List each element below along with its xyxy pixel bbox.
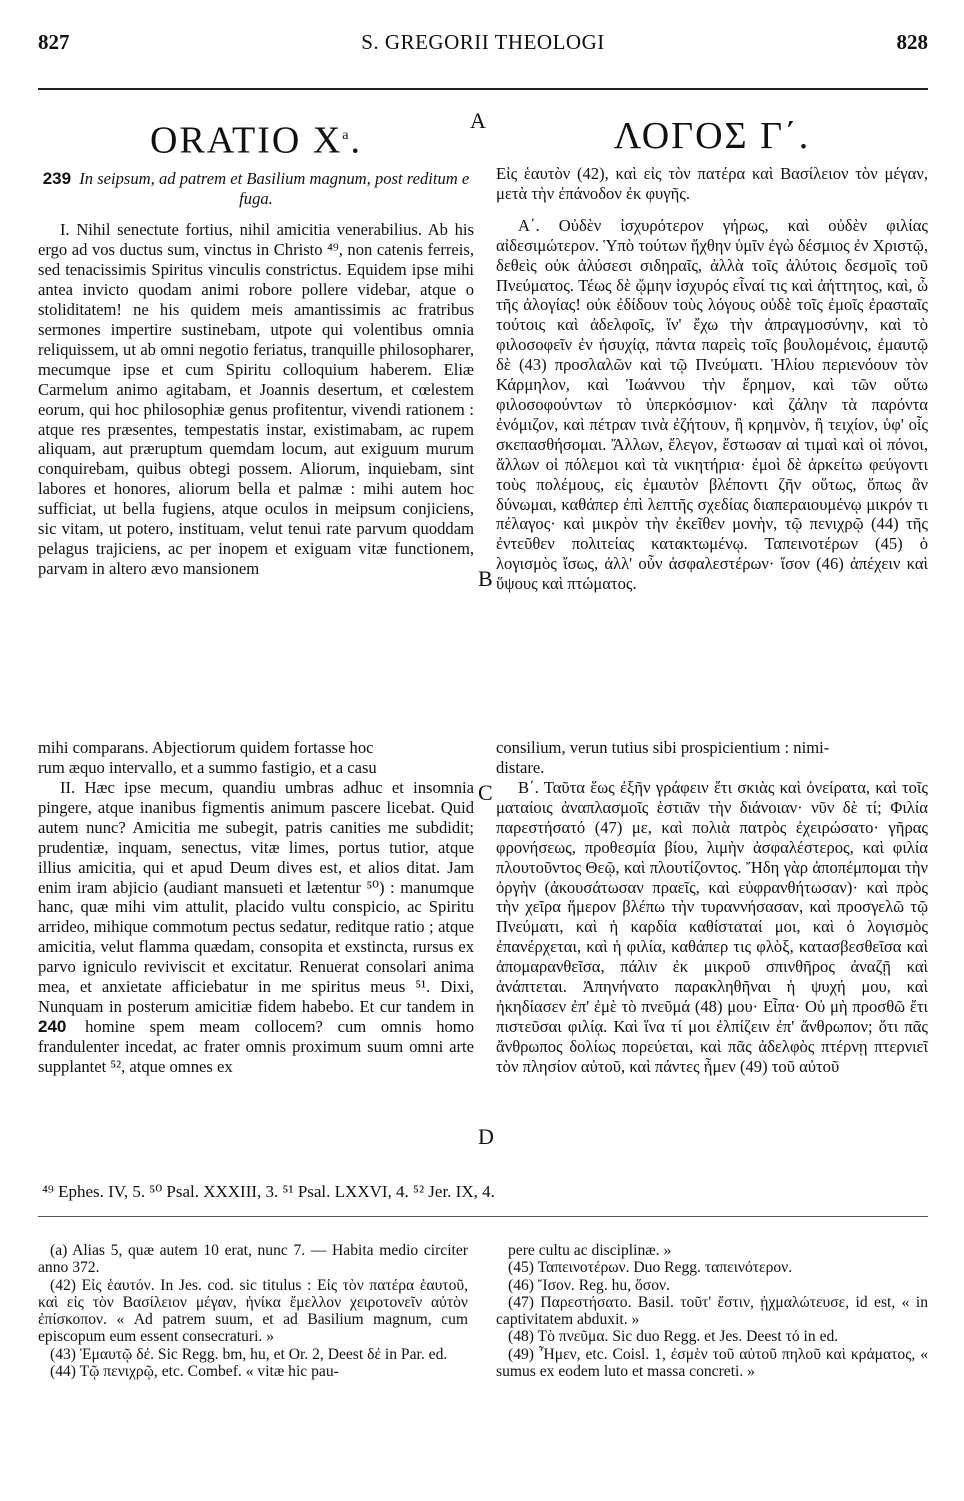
latin-subtitle: 239 In seipsum, ad patrem et Basilium magnum, post reditum e fuga.: [42, 168, 470, 208]
note: (48) Τὸ πνεῦμα. Sic duo Regg. et Jes. Deest τό in ed.: [508, 1328, 839, 1346]
greek-column-top: [496, 114, 928, 594]
footnote-rule: [38, 1216, 928, 1217]
latin-column-top: [38, 114, 474, 579]
page-number-right: 828: [896, 30, 928, 54]
page: 827 S. GREGORII THEOLOGI 828 A B C D ORATIO $X^a$. 239 In seipsum, ad patrem et Basilium magnum, post reditum e fuga. I. Nihil senectute fortius, nihil amicitia venerabilius. Ab his ergo ad vos ductus sum, vinctus in Christo ⁴⁹, non catenis ferreis, sed tenacissimis Spiritus vinculis constrictus. Equidem ipse mihi antea invicto quodam animi robore pollere videbar, atque o stoliditatem! ne his quidem meis amantissimis ac fratribus sermones impertire sustinebam, utpote qui volentibus omnia reliquissem, ut ab omni negotio feriatus, tranquille philosopharer, mecumque ipse et cum Spiritu colloquium haberem. Eliæ Carmelum animo agitabam, et Joannis desertum, et cœlestem eorum, qui hoc philosophiæ genus profitentur, vivendi rationem : atque res præsentes, tempestatis instar, existimabam, ac rupem aliquam, aut præruptum quemdam locum, aut exiguum murum conquirebam, quibus obtegi possem. Aliorum, inquiebam, sint labores et honores, aliorum bella et palmæ : mihi autem hoc sufficiat, ut bella fugiens, atque oculos in meipsum conjiciens, sic vitam, ut potero, instituam, velut tenui rate parvum quoddam pelagus trajiciens, ac per inopem et exiguam vitæ functionem, parvam in altero ævo mansionem ΛΟΓΟΣ Γ΄. Εἰς ἑαυτὸν (42), καὶ εἰς τὸν πατέρα καὶ Βασίλειον τὸν μέγαν, μετὰ τὴν ἐπάνοδον ἐκ φυγῆς. Α΄. Οὐδὲν ἰσχυρότερον γήρως, καὶ οὐδὲν φιλίας αἰδεσιμώτερον. Ὑπὸ τούτων ἤχθην ὑμῖν ἐγὼ δέσμιος ἐν Χριστῷ, δεθεὶς οὐκ ἀλύσεσι σιδηραῖς, ἀλλὰ τοῖς ἀλύτοις δεσμοῖς τοῦ Πνεύματος. Τέως δὲ ᾤμην ἰσχυρός εἶναί τις καὶ ἀήττητος, καὶ, ὦ τῆς ἀλογίας! οὐκ ἐδίδουν τοὺς λόγους οὐδὲ τοῖς ἐμοῖς ἐρασταῖς τούτοις καὶ ἀδελφοῖς, ἵν' ἔχω τὴν ἀπραγμοσύνην, καὶ τὸ φιλοσοφεῖν ἐν ἡσυχίᾳ, πάντα παρεὶς τοῖς βουλομένοις, ἐμαυτῷ δὲ (43) προσλαλῶν καὶ τῷ Πνεύματι. Ἠλίου περιενόουν τὸν Κάρμηλον, καὶ Ἰωάννου τὴν ἔρημον, καὶ τῶν οὕτω φιλοσοφούντων τὸ ὑπερκόσμιον· καὶ ζάλην τὰ παρόντα ἐνόμιζον, καὶ πέτραν τινὰ ἐζήτουν, ἢ κρημνὸν, ἢ τειχίον, ὑφ' οἷς σκεπασθήσομαι. Ἄλλων, ἔλεγον, ἔστωσαν αἱ τιμαὶ καὶ οἱ πόνοι, ἄλλων οἱ πόλεμοι καὶ τὰ νικητήρια· ἐμοὶ δὲ ἀρκείτω φεύγοντι τοὺς πολέμους, εἰς ἐμαυτὸν βλέποντι ζῆν οὕτως, ὅπως ἂν δύνωμαι, καθάπερ ἐπὶ λεπτῆς σχεδίας διαπεραιουμένῳ μικρόν τι πέλαγος· καὶ μικρὸν τὴν ἐκεῖθεν μονὴν, τῷ πενιχρῷ (44) τῆς ἐντεῦθεν πολιτείας κατακτωμένῳ. Ταπεινοτέρων (45) ὁ λογισμὸς ἴσως, ἀλλ' οὖν ἀσφαλεστέρων· ἴσον (46) ἀπέχειν καὶ ὕψους καὶ πτώματος. mihi comparans. Abjectiorum quidem fortasse hoc consilium, verun tutius sibi prospicientium : nimi- rum æquo intervallo, et a summo fastigio, et a casu distare. II. Hæc ipse mecum, quandiu umbras adhuc et insomnia pingere, atque inanibus figmentis animum pascere licebat. Quid autem nunc? Amicitia me subegit, patris canities me subdidit; prudentiæ, inquam, senectus, vitæ limes, portus tutior, atque illius amicitia, qui et apud Deum dives est, et alios ditat. Jam enim iram abjicio (audiant mansueti et lætentur ⁵⁰) : manumque hanc, quæ mihi vim attulit, placido vultu conspicio, ac Spiritu arrideo, mihique commotum pectus sedatur, reditque ratio ; atque amicitia, velut flamma quædam, consopita et exstincta, rursus ex parvo igniculo reviviscit et excitatur. Renuerat consolari anima mea, et anxietate afficiebatur in me spiritus meus ⁵¹. Dixi, Nunquam in posterum amicitiæ fidem habebo. Et cur tandem in 240 homine spem meam collocem? cum omnis homo frandulenter incedat, ac frater omnis proximum suum omni arte supplantet ⁵², atque omnes ex Β΄. Ταῦτα ἕως ἐξῆν γράφειν ἔτι σκιὰς καὶ ὀνείρατα, καὶ τοῖς ματαίοις ἀναπλασμοῖς ἑστιᾶν τὴν διάνοιαν· νῦν δὲ τί; Φιλία παρεστήσατό (47) με, καὶ πολιὰ πατρὸς ἐχειρώσατο· γῆρας φρονήσεως, προθεσμία βίου, λιμὴν ἀσφαλέστερος, καὶ φιλία πλουτοῦντος Θεῷ, καὶ πλουτίζοντος. Ἤδη γὰρ ἀποπέμπομαι τὴν ὀργὴν (ἀκουσάτωσαν πραεῖς, καὶ εὐφρανθήτωσαν)· καὶ πρὸς τὴν χεῖρα ἥμερον βλέπω τὴν τυραννήσασαν, καὶ προσγελῶ τῷ Πνεύματι, καὶ ἡ καρδία καθίσταταί μοι, καὶ ὁ λογισμὸς ἐπανέρχεται, καὶ ἡ φιλία, καθάπερ τις φλὸξ, κατασβεσθεῖσα καὶ ἀπομαρανθεῖσα, πάλιν ἐκ μικροῦ σπινθῆρος ἀναζῇ καὶ ἀνάπτεται. Ἀπηνήνατο παρακληθῆναι ἡ ψυχή μου, καὶ ἠκηδίασεν ἐπ' ἐμὲ τὸ πνεῦμά (48) μου· Εἶπα· Οὐ μὴ προσθῶ ἔτι πιστεῦσαι φιλίᾳ. Καὶ ἵνα τί μοι ἐλπίζειν ἐπ' ἄνθρωπον; ὅτι πᾶς ἄνθρωπος δολίως πορεύεται, καὶ πᾶς ἀδελφὸς πτέρνῃ πτερνιεῖ τὸν πλησίον αὐτοῦ, καὶ πάντες ἦμεν (49) τοῦ αὐτοῦ ⁴⁹ Ephes. IV, 5. ⁵⁰ Psal. XXXIII, 3. ⁵¹ Psal. LXXVI, 4. ⁵² Jer. IX, 4. (a) Alias 5, quæ autem 10 erat, nunc 7. — Habita medio circiter anno 372. (42) Εἰς ἑαυτόν. In Jes. cod. sic titulus : Εἰς τὸν πατέρα ἑαυτοῦ, καὶ εἰς τὸν Βασίλειον μέγαν, ἡνίκα ἔμελλον χειροτονεῖν αὐτὸν ἐπίσκοπον. « Ad patrem suum, et ad Basilium magnum, cum episcopum eum essent consecraturi. » (43) Ἐμαυτῷ δέ. Sic Regg. bm, hu, et Or. 2, Deest δέ in Par. ed. (44) Τῷ πενιχρῷ, etc. Combef. « vitæ hic pau- pere cultu ac disciplinæ. » (45) Ταπεινοτέρων. Duo Regg. ταπεινότερον. (46) Ἴσον. Reg. hu, ὅσον. (47) Παρεστήσατο. Basil. τοῦτ' ἔστιν, ᾐχμαλώτευσε, id est, « in captivitatem abduxit. » (48) Τὸ πνεῦμα. Sic duo Regg. et Jes. Deest τό in ed. (49) Ἦμεν, etc. Coisl. 1, ἐσμὲν τοῦ αὐτοῦ πηλοῦ καὶ κράματος, « sumus ex eodem luto et massa concreti. »: [38, 30, 928, 1381]
greek-subtitle: Εἰς ἑαυτὸν (42), καὶ εἰς τὸν πατέρα καὶ Βασίλειον τὸν μέγαν, μετὰ τὴν ἐπάνοδον ἐκ φυγῆς.: [496, 164, 928, 203]
latin-title: ORATIO $X^a$.: [150, 119, 362, 162]
running-title: S. GREGORII THEOLOGI: [361, 30, 605, 54]
greek-column-bottom: [496, 778, 928, 1077]
margin-letter-b: B: [478, 566, 493, 591]
note: (44) Τῷ πενιχρῷ, etc. Combef. « vitæ hic pau-: [50, 1363, 339, 1381]
page-number-left: 827: [38, 30, 70, 54]
greek-paragraph-2: Β΄. Ταῦτα ἕως ἐξῆν γράφειν ἔτι σκιὰς καὶ ὀνείρατα, καὶ τοῖς ματαίοις ἀναπλασμοῖς ἑστιᾶν τὴν διάνοιαν· νῦν δὲ τί; Φιλία παρεστήσατό (47) με, καὶ πολιὰ πατρὸς ἐχειρώσατο· γῆρας φρονήσεως, προθεσμία βίου, λιμὴν ἀσφαλέστερος, καὶ φιλία πλουτοῦντος Θεῷ, καὶ πλουτίζοντος. Ἤδη γὰρ ἀποπέμπομαι τὴν ὀργὴν (ἀκουσάτωσαν πραεῖς, καὶ εὐφρανθήτωσαν)· καὶ πρὸς τὴν χεῖρα ἥμερον βλέπω τὴν τυραννήσασαν, καὶ προσγελῶ τῷ Πνεύματι, καὶ ἡ καρδία καθίσταταί μοι, καὶ ὁ λογισμὸς ἐπανέρχεται, καὶ ἡ φιλία, καθάπερ τις φλὸξ, κατασβεσθεῖσα καὶ ἀπομαρανθεῖσα, πάλιν ἐκ μικροῦ σπινθῆρος ἀναζῇ καὶ ἀνάπτεται. Ἀπηνήνατο παρακληθῆναι ἡ ψυχή μου, καὶ ἠκηδίασεν ἐπ' ἐμὲ τὸ πνεῦμά (48) μου· Εἶπα· Οὐ μὴ προσθῶ ἔτι πιστεῦσαι φιλίᾳ. Καὶ ἵνα τί μοι ἐλπίζειν ἐπ' ἄνθρωπον; ὅτι πᾶς ἄνθρωπος δολίως πορεύεται, καὶ πᾶς ἀδελφὸς πτέρνῃ πτερνιεῖ τὸν πλησίον αὐτοῦ, καὶ πάντες ἦμεν (49) τοῦ αὐτοῦ: [496, 778, 928, 1076]
scripture-references: ⁴⁹ Ephes. IV, 5. ⁵⁰ Psal. XXXIII, 3. ⁵¹ Psal. LXXVI, 4. ⁵² Jer. IX, 4.: [42, 1182, 495, 1201]
note: (49) Ἦμεν, etc. Coisl. 1, ἐσμὲν τοῦ αὐτοῦ πηλοῦ καὶ κράματος, « sumus ex eodem luto et massa concreti. »: [496, 1345, 928, 1381]
latin-paragraph-1: I. Nihil senectute fortius, nihil amicitia venerabilius. Ab his ergo ad vos ductus sum, vinctus in Christo ⁴⁹, non catenis ferreis, sed tenacissimis Spiritus vinculis constrictus. Equidem ipse mihi antea invicto quodam animi robore pollere videbar, atque o stoliditatem! ne his quidem meis amantissimis ac fratribus sermones impertire sustinebam, utpote qui volentibus omnia reliquissem, ut ab omni negotio feriatus, tranquille philosopharer, mecumque ipse et cum Spiritu colloquium haberem. Eliæ Carmelum animo agitabam, et Joannis desertum, et cœlestem eorum, qui hoc philosophiæ genus profitentur, vivendi rationem : atque res præsentes, tempestatis instar, existimabam, ac rupem aliquam, aut præruptum quemdam locum, aut exiguum murum conquirebam, quibus obtegi possem. Aliorum, inquiebam, sint labores et honores, aliorum bella et palmæ : mihi autem hoc sufficiat, ut bella fugiens, atque oculos in meipsum conjiciens, sic vitam, ut potero, instituam, velut tenui rate parvum quoddam pelagus trajiciens, ac per inopem et exiguam vitæ functionem, parvam in altero ævo mansionem: [38, 220, 474, 578]
latin-paragraph-2: II. Hæc ipse mecum, quandiu umbras adhuc et insomnia pingere, atque inanibus figmentis animum pascere licebat. Quid autem nunc? Amicitia me subegit, patris canities me subdidit; prudentiæ, inquam, senectus, vitæ limes, portus tutior, atque illius amicitia, qui et apud Deum dives est, et alios ditat. Jam enim iram abjicio (audiant mansueti et lætentur ⁵⁰) : manumque hanc, quæ mihi vim attulit, placido vultu conspicio, ac Spiritu arrideo, mihique commotum pectus sedatur, reditque ratio ; atque amicitia, velut flamma quædam, consopita et exstincta, rursus ex parvo igniculo reviviscit et excitatur. Renuerat consolari anima mea, et anxietate afficiebatur in me spiritus meus ⁵¹. Dixi, Nunquam in posterum amicitiæ fidem habebo. Et cur tandem in 240 homine spem meam collocem? cum omnis homo frandulenter incedat, ac frater omnis proximum suum omni arte supplantet ⁵², atque omnes ex: [38, 778, 474, 1076]
note: (a) Alias 5, quæ autem 10 erat, nunc 7. — Habita medio circiter anno 372.: [38, 1242, 468, 1277]
latin-column-bottom: [38, 778, 474, 1077]
note: (42) Εἰς ἑαυτόν. In Jes. cod. sic titulus : Εἰς τὸν πατέρα ἑαυτοῦ, καὶ εἰς τὸν Βασίλειον μέγαν, ἡνίκα ἔμελλον χειροτονεῖν αὐτὸν ἐπίσκοπον. « Ad patrem suum, et ad Basilium magnum, cum episcopum eum essent consecraturi. »: [38, 1276, 468, 1346]
header-rule: [38, 88, 928, 90]
note: (43) Ἐμαυτῷ δέ. Sic Regg. bm, hu, et Or. 2, Deest δέ in Par. ed.: [50, 1345, 448, 1363]
note: (45) Ταπεινοτέρων. Duo Regg. ταπεινότερον.: [508, 1259, 793, 1277]
notes-left: [38, 1242, 468, 1380]
margin-letter-d: D: [478, 1124, 494, 1149]
greek-title: ΛΟΓΟΣ Γ΄.: [613, 115, 811, 157]
margin-letter-c: C: [478, 780, 493, 805]
note: pere cultu ac disciplinæ. »: [508, 1242, 672, 1259]
note: (46) Ἴσον. Reg. hu, ὅσον.: [508, 1276, 670, 1294]
notes-right: [496, 1242, 928, 1380]
column-number-240: 240: [38, 1016, 67, 1036]
column-number-239: 239: [42, 168, 72, 188]
greek-paragraph-1: Α΄. Οὐδὲν ἰσχυρότερον γήρως, καὶ οὐδὲν φιλίας αἰδεσιμώτερον. Ὑπὸ τούτων ἤχθην ὑμῖν ἐγὼ δέσμιος ἐν Χριστῷ, δεθεὶς οὐκ ἀλύσεσι σιδηραῖς, ἀλλὰ τοῖς ἀλύτοις δεσμοῖς τοῦ Πνεύματος. Τέως δὲ ᾤμην ἰσχυρός εἶναί τις καὶ ἀήττητος, καὶ, ὦ τῆς ἀλογίας! οὐκ ἐδίδουν τοὺς λόγους οὐδὲ τοῖς ἐμοῖς ἐρασταῖς τούτοις καὶ ἀδελφοῖς, ἵν' ἔχω τὴν ἀπραγμοσύνην, καὶ τὸ φιλοσοφεῖν ἐν ἡσυχίᾳ, πάντα παρεὶς τοῖς βουλομένοις, ἐμαυτῷ δὲ (43) προσλαλῶν καὶ τῷ Πνεύματι. Ἠλίου περιενόουν τὸν Κάρμηλον, καὶ Ἰωάννου τὴν ἔρημον, καὶ τῶν οὕτω φιλοσοφούντων τὸ ὑπερκόσμιον· καὶ ζάλην τὰ παρόντα ἐνόμιζον, καὶ πέτραν τινὰ ἐζήτουν, ἢ κρημνὸν, ἢ τειχίον, ὑφ' οἷς σκεπασθήσομαι. Ἄλλων, ἔλεγον, ἔστωσαν αἱ τιμαὶ καὶ οἱ πόνοι, ἄλλων οἱ πόλεμοι καὶ τὰ νικητήρια· ἐμοὶ δὲ ἀρκείτω φεύγοντι τοὺς πολέμους, εἰς ἐμαυτὸν βλέποντι ζῆν οὕτως, ὅπως ἂν δύνωμαι, καθάπερ ἐπὶ λεπτῆς σχεδίας διαπεραιουμένῳ μικρόν τι πέλαγος· καὶ μικρὸν τὴν ἐκεῖθεν μονὴν, τῷ πενιχρῷ (44) τῆς ἐντεῦθεν πολιτείας κατακτωμένῳ. Ταπεινοτέρων (45) ὁ λογισμὸς ἴσως, ἀλλ' οὖν ἀσφαλεστέρων· ἴσον (46) ἀπέχειν καὶ ὕψους καὶ πτώματος.: [496, 215, 928, 594]
running-header: [38, 30, 928, 58]
margin-letter-a: A: [470, 108, 486, 133]
note: (47) Παρεστήσατο. Basil. τοῦτ' ἔστιν, ᾐχμαλώτευσε, id est, « in captivitatem abduxit. »: [496, 1293, 928, 1329]
